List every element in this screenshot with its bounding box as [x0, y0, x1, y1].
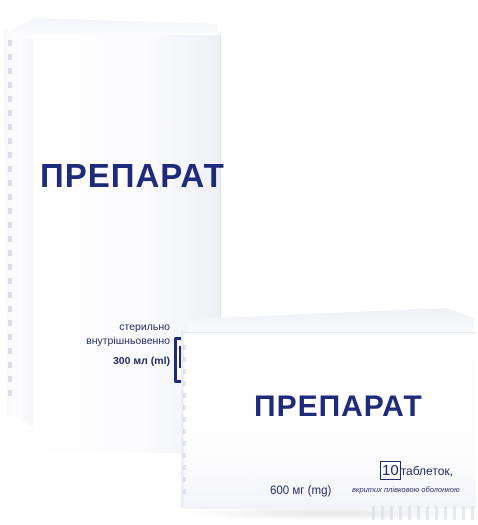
tablet-box-count	[380, 462, 453, 480]
tablet-count-number: 10	[382, 462, 399, 479]
tall-box-side-pattern	[8, 40, 12, 400]
tablet-box-coating-note: вкритих плівковою оболонкою	[352, 485, 460, 494]
tall-box-route-label: внутрішньовенно	[86, 335, 170, 347]
tablet-count-word: таблеток,	[400, 464, 453, 478]
tablet-box-side-pattern	[183, 345, 186, 495]
tablet-box-title: ПРЕПАРАТ	[254, 390, 423, 423]
tall-box-sterile-label: стерильно	[119, 321, 170, 333]
tall-box-info	[60, 320, 170, 368]
tall-box-title: ПРЕПАРАТ	[40, 157, 225, 194]
tablet-box-dose: 600 мг (mg)	[270, 485, 332, 497]
tall-box-volume: 300 мл (ml)	[112, 355, 170, 367]
tablet-box-bottom-flap	[372, 506, 476, 520]
